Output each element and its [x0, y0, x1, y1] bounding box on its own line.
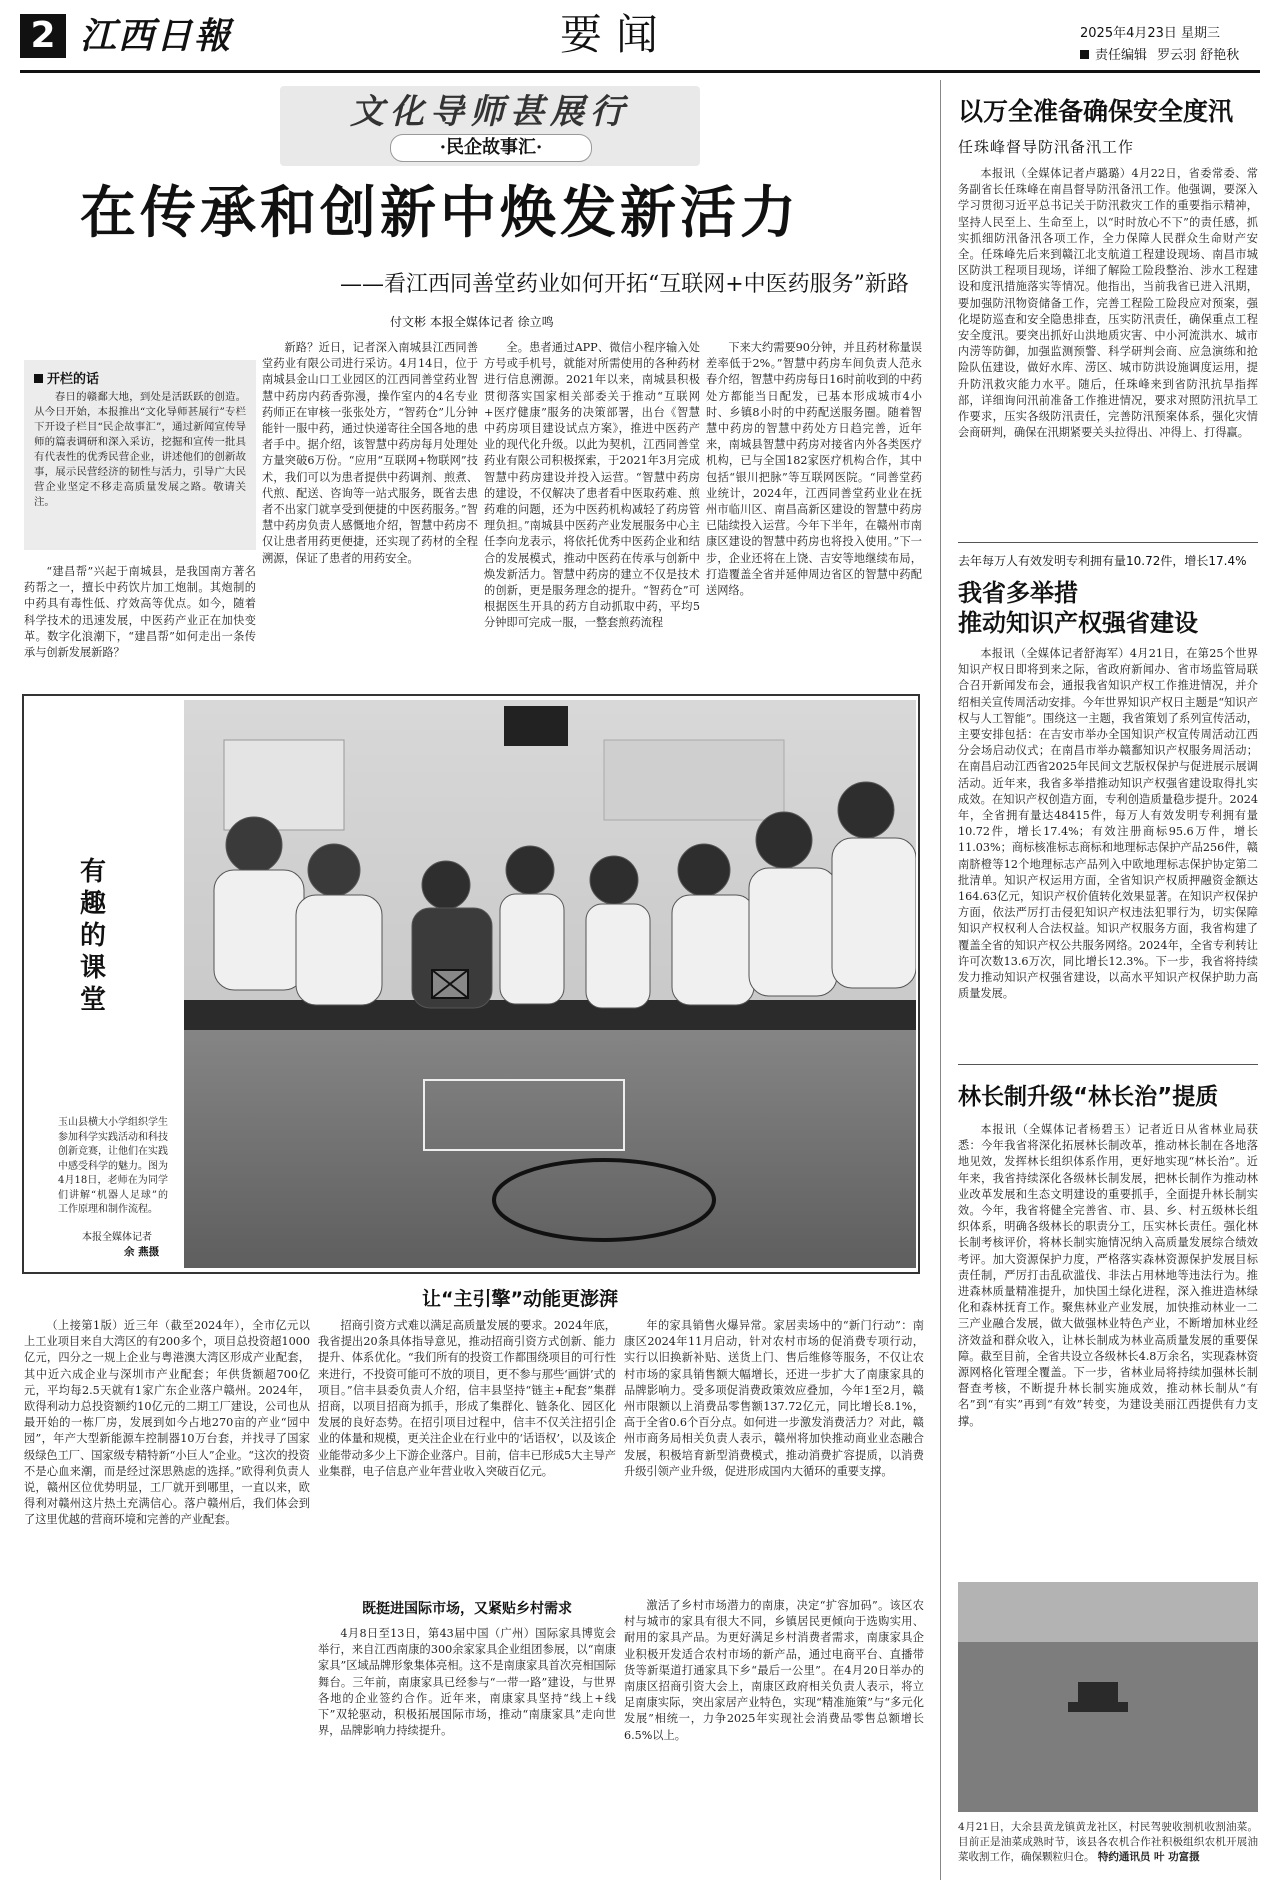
right-mid-body — [958, 646, 1258, 1056]
bottom-col-2b-text — [318, 1626, 616, 1878]
bottom-col-2b-para: 4月8日至13日，第43届中国（广州）国际家具博览会举行，来自江西南康的300余家家具企业组团参展，以“南康家具”区域品牌形象集体亮相。这不是南康家具首次亮相国际舞台。三年前，南康家具已经参与“一带一路”建设，与世界各地的企业签约合作。近年来，南康家具坚持“线上+线下”双轮驱动，积极拓展国际市场，推动“南康家具”走向世界，品牌影响力持续提升。 — [318, 1627, 616, 1738]
feature-photo-frame — [22, 694, 920, 1274]
column-intro-box — [24, 360, 256, 550]
issue-date: 2025年4月23日 星期三 — [1080, 26, 1221, 41]
field-border — [184, 1000, 916, 1030]
right-low-body — [958, 1122, 1258, 1570]
right-mid-headline-2: 推动知识产权强省建设 — [958, 609, 1198, 637]
right-rule-2 — [958, 1064, 1258, 1065]
harvest-caption-text: 4月21日，大余县黄龙镇黄龙社区，村民驾驶收割机收割油菜。目前正是油菜成熟时节，该县各农机合作社积极组织农机开展油菜收割工作，确保颗粒归仓。 — [958, 1821, 1258, 1863]
feature-photo-credit: 本报全媒体记者 — [82, 1232, 152, 1243]
harvest-photo-caption — [958, 1820, 1258, 1880]
lead-col-2-text — [262, 340, 478, 672]
right-mid-kicker: 去年每万人有效发明专利拥有量10.72件，增长17.4% — [958, 554, 1247, 568]
bottom-col-2-para: 招商引资方式难以满足高质量发展的要求。2024年底，我省提出20条具体指导意见，推动招商引资方式创新、能力提升、体系优化。“我们所有的投资工作都围绕项目的可行性来进行，不投资可能可不放的项目，更不参与那些‘画饼’式的项目。”信丰县委负责人介绍，信丰县坚持“链主+配套”集群招商，以项目招商为抓手，形成了集群化、链条化、园区化发展的良好态势。在招引项目过程中，信丰不仅关注招引企业的体量和规模，更关注企业在行业中的‘话语权’，以及该企业能带动多少上下游企业落户。目前，信丰已形成5大主导产业集群，电子信息产业年营业收入突破百亿元。 — [318, 1319, 616, 1478]
right-rule-1 — [958, 542, 1258, 543]
feature-photo-caption: 玉山县横大小学组织学生参加科学实践活动和科技创新竞赛，让他们在实践中感受科学的魅力。图为4月18日，老师在为同学们讲解“机器人足球”的工作原理和制作流程。 — [58, 1117, 168, 1215]
masthead — [0, 0, 1279, 78]
lead-col-4-text — [706, 340, 922, 672]
bottom-col-1-para: （上接第1版）近三年（截至2024年），全市亿元以上工业项目来自大湾区的有200多个，项目总投资超1000亿元，四分之一规上企业与粤港澳大湾区形成产业配套，其中近六成企业与深圳市产业配套；年供货额超700亿元，平均每2.5天就有1家广东企业落户赣州。2024年，欧得利动力总投资额约10亿元的二期工厂建设，公司也从最开始的一栋厂房，发展到如今占地270亩的产业“园中园”，年产大型新能源车控制器10万台套，并找寻了国家级绿色工厂、国家级专精特新“小巨人”企业。“这次的投资不是心血来潮，而是经过深思熟虑的选择。”欧得利负责人说，赣州区位优势明显，工厂就开到哪里，一直以来，欧得利对赣州这片热土充满信心。落户赣州后，我们体会到了这里优越的营商环境和完善的产业配套。 — [24, 1319, 310, 1527]
lead-col-3-text — [484, 340, 700, 672]
window-block — [224, 740, 344, 830]
right-top-subheadline: 任珠峰督导防汛备汛工作 — [958, 138, 1135, 156]
editor-mark-icon — [1080, 50, 1089, 59]
right-column-divider — [940, 80, 941, 1880]
lead-headline: 在传承和创新中焕发新活力 — [80, 181, 800, 246]
feature-photo-photographer: 余 燕摄 — [124, 1246, 160, 1258]
lead-col-1-para: “建昌帮”兴起于南城县，是我国南方著名药帮之一，擅长中药饮片加工炮制。其炮制的中药具有毒性低、疗效高等优点。如今，随着科学技术的迅速发展，中医药产业正在加快变革。数字化浪潮下，“建昌帮”如何走出一条传承与创新发展新路？ — [24, 565, 256, 660]
bottom-sub-headline: 既挺进国际市场，又紧贴乡村需求 — [362, 1601, 572, 1617]
bottom-headline: 让“主引擎”动能更澎湃 — [422, 1288, 618, 1310]
harvest-photo — [958, 1582, 1258, 1812]
harvest-credit-text: 特约通讯员 叶 功富摄 — [1097, 1851, 1200, 1863]
lead-col-3-para: 全。患者通过APP、微信小程序输入处方号或手机号，就能对所需使用的各种药材进行信息溯源。2021年以来，南城县积极贯彻落实国家相关部委关于推动“互联网+医疗健康”服务的决策部署，出台《智慧中药房项目建设试点方案》，推进中医药产业的现代化升级。以此为契机，江西同善堂药业有限公司积极探索，于2021年3月完成智慧中药房建设并投入运营。“智慧中药房的建设，不仅解决了患者看中医取药难、煎药难的问题，还为中医药机构减轻了药房管理负担。”南城县中医药产业发展服务中心主任李向龙表示，将依托优秀中医药企业和结合的发展模式，推动中医药在传承与创新中焕发新活力。智慧中药房的建立不仅是技术的创新，更是服务理念的提升。“智药仓”可根据医生开具的药方自动抓取中药，平均5分钟即可完成一服，一整套煎药流程 — [484, 341, 700, 630]
column-banner — [280, 86, 700, 166]
right-mid-para: 本报讯（全媒体记者舒海军）4月21日，在第25个世界知识产权日即将到来之际，省政府新闻办、省市场监管局联合召开新闻发布会，通报我省知识产权工作推进情况，并介绍相关宣传周活动安排。今年世界知识产权日主题是“知识产权与人工智能”。围绕这一主题，我省策划了系列宣传活动，主要安排包括：在吉安市举办全国知识产权宣传周活动江西分会场启动仪式；在南昌市举办赣鄱知识产权服务周活动；在南昌启动江西省2025年民间文艺版权保护与促进展示展调活动。近年来，我省多举措推动知识产权强省建设取得扎实成效。在知识产权创造方面，专利创造质量稳步提升。2024年，全省拥有量达48415件，每万人有效发明专利拥有量10.72件，增长17.4%；有效注册商标95.6万件，增长11.03%；商标核准标志商标和地理标志保护产品256件，赣南脐橙等12个地理标志产品列入中欧地理标志保护协定第二批清单。知识产权运用方面，全省知识产权质押融资金额达164.63亿元，知识产权价值转化效果显著。在知识产权保护方面，依法严厉打击侵犯知识产权违法犯罪行为，切实保障知识产权权利人合法权益。知识产权服务方面，我省构建了覆盖全省的知识产权公共服务网络。2024年，全省专利转让许可次数13.6万次，同比增长12.3%。下一步，我省将持续发力推动知识产权强省建设，以高水平知识产权保护助力高质量发展。 — [958, 647, 1258, 1001]
masthead-rule — [20, 70, 1260, 73]
bottom-col-3b-text — [624, 1598, 924, 1878]
bottom-col-3-text — [624, 1318, 924, 1588]
lead-col-1-text — [24, 564, 256, 672]
bottom-col-2-text — [318, 1318, 616, 1588]
bottom-col-3b-para: 激活了乡村市场潜力的南康，决定“扩容加码”。该区农村与城市的家具有很大不同，乡镇居民更倾向于选购实用、耐用的家具产品。为更好满足乡村消费者需求，南康家具企业积极开发适合农村市场的新产品，通过电商平台、直播带货等新渠道打通家具下乡“最后一公里”。在4月20日举办的南康区招商引资大会上，南康区政府相关负责人表示，将立足南康实际，突出家居产业特色，实现“精准施策”与“多元化发展”相统一，力争2025年实现社会消费品零售总额增长6.5%以上。 — [624, 1599, 924, 1742]
intro-mark-icon — [34, 374, 43, 383]
field-floor — [184, 1000, 916, 1268]
editors-names: 罗云羽 舒艳秋 — [1157, 48, 1240, 63]
right-mid-headline-1: 我省多举措 — [958, 579, 1078, 607]
robot-classroom-photo — [184, 700, 916, 1268]
right-top-para: 本报讯（全媒体记者卢璐璐）4月22日，省委常委、常务副省长任珠峰在南昌督导防汛备汛工作。他强调，要深入学习贯彻习近平总书记关于防汛救灾工作的重要指示精神，坚持人民至上、生命至上，以“时时放心不下”的责任感，抓实抓细防汛备汛各项工作，全力保障人民群众生命财产安全。任珠峰先后来到赣江北支航道工程建设现场、南昌市城区防洪工程项目现场，详细了解险工险段整治、涉水工程建设和度汛措施落实等情况。他指出，当前我省已进入汛期，要加强防汛物资储备工作，完善工程险工险段应对预案，强化堤防巡查和安全隐患排查，压实防汛责任，确保重点工程安全度汛。要突出抓好山洪地质灾害、中小河流洪水、城市内涝等防御，加强监测预警、科学研判会商、应急演练和抢险队伍建设，做好水库、涝区、城市防洪设施调度运用，提升防汛救灾能力水平。随后，任珠峰来到省防汛抗旱指挥部，详细询问汛前准备工作推进情况，要求对照防汛抗旱工作要求，压实各级防汛责任，完善防汛预案体系，强化灾情会商研判，确保在汛期紧要关头拉得出、冲得上、打得赢。 — [958, 167, 1258, 440]
editors-label: 责任编辑 — [1095, 48, 1148, 63]
banner-title: 文化导师甚展行 — [350, 92, 630, 132]
page-number: 2 — [20, 14, 66, 58]
lead-col-2-para: 新路？近日，记者深入南城县江西同善堂药业有限公司进行采访。4月14日，位于南城县金山口工业园区的江西同善堂药业智慧中药房内药香弥漫，操作室内的4名专业药师正在审核一张张处方，“智药仓”儿分钟能针一服中药，通过快递寄往全国各地的患者手中。据介绍，该智慧中药房每月处理处方量突破6万份。“应用“互联网+物联网”技术，我们可以为患者提供中药调剂、煎煮、代煎、配送、咨询等一站式服务，既省去患者不出家门就享受到便捷的中医药服务。”智慧中药房负责人感慨地介绍，智慧中药房不仅让患者用药更便捷，还实现了药材的全程溯源，保证了患者的用药安全。 — [262, 341, 478, 565]
feature-photo-title: 有趣的课堂 — [80, 857, 107, 1015]
column-intro-title — [34, 368, 99, 387]
right-low-para: 本报讯（全媒体记者杨碧玉）记者近日从省林业局获悉：今年我省将深化拓展林长制改革，推动林长制在各地落地见效，发挥林长组织体系作用，更好地实现“林长治”。近年来，我省持续深化各级林长制发展，把林长制作为推动林业改革发展和生态文明建设的重要抓手，全面提升林长制实效。今年，我省将健全完善省、市、县、乡、村五级林长组织体系，明确各级林长的职责分工，压实林长责任。强化林长制考核评价，将林长制实施情况纳入高质量发展综合绩效考评。加大资源保护力度，严格落实森林资源保护发展目标责任制，严厉打击乱砍滥伐、非法占用林地等违法行为。推进森林质量精准提升，加快国土绿化进程，深入推进造林绿化和森林抚育工作。聚焦林业产业发展，加快推动林业一二三产业融合发展，做大做强林业特色产业，不断增加林业经济效益和群众收入，让林长制成为林业高质量发展的重要保障。截至目前，全省共设立各级林长4.8万余名，实现森林资源网格化管理全覆盖。下一步，省林业局将持续加强林长制督查考核，不断提升林长制实施成效，推动林长制从“有名”到“有实”再到“有效”转变，为建设美丽江西提供有力支撑。 — [958, 1123, 1258, 1428]
robot-model — [432, 970, 468, 998]
right-low-headline: 林长制升级“林长治”提质 — [958, 1084, 1219, 1110]
tv-screen — [504, 706, 568, 746]
section-title: 要闻 — [560, 10, 673, 59]
lead-byline: 付文彬 本报全媒体记者 徐立鸣 — [390, 315, 554, 329]
editors-line — [1080, 44, 1239, 63]
banner-subtitle: ·民企故事汇· — [390, 134, 592, 162]
column-intro-text: 春日的赣鄱大地，到处是活跃跃的创造。从今日开始，本报推出“文化导师甚展行”专栏下开设子栏目“民企故事汇”，通过新闻宣传导师的篇表调研和深入采访，挖掘和宣传一批具有代表性的优秀民营企业，讲述他们的创新故事，展示民营经济的韧性与活力，引导广大民营企业坚定不移走高质量发展之路。敬请关注。 — [34, 391, 246, 508]
lead-subheadline: ——看江西同善堂药业如何开拓“互联网+中医药服务”新路 — [340, 272, 909, 297]
right-top-body — [958, 166, 1258, 534]
lead-col-4-para: 下来大约需要90分钟，并且药材称量误差率低于2%。”智慧中药房车间负责人范永春介绍，智慧中药房每日16时前收到的中药处方都能当日配发，已基本形成城市4小时、乡镇8小时的中药配送服务圈。随着智慧中药房的智慧中药处方日趋完善，近年来，南城县智慧中药房对接省内外各类医疗机构，已与全国182家医疗机构合作，其中包括“银川把脉”等互联网医院。“同善堂药业统计，2024年，江西同善堂药业业在抚州市临川区、南昌高新区建设的智慧中药房已陆续投入运营。今年下半年，在赣州市南康区建设的智慧中药房也将投入使用。”下一步，企业还将在上饶、吉安等地继续布局，打造覆盖全省并延伸周边省区的智慧中药配送网络。 — [706, 341, 922, 598]
bottom-col-1-text — [24, 1318, 310, 1878]
right-top-headline: 以万全准备确保安全度汛 — [958, 97, 1234, 126]
paper-name-logo: 江西日報 — [80, 15, 233, 57]
intro-title-text: 开栏的话 — [47, 372, 100, 387]
bottom-col-3-para: 年的家具销售火爆异常。家居卖场中的“新门行动”：南康区2024年11月启动，针对农村市场的促消费专项行动，实行以旧换新补贴、送货上门、售后维修等服务，不仅让农村市场的家具销售额大幅增长，还进一步扩大了南康家具的品牌影响力。受多项促消费政策效应叠加，今年1至2月，赣州市限额以上消费品零售额137.72亿元，同比增长8.1%，高于全省0.6个百分点。如何进一步激发消费活力？对此，赣州市商务局相关负责人表示，赣州将加快推动商业业态融合发展，积极培育新型消费模式，推动消费扩容提质，以消费升级引领产业升级，促进形成国内大循环的重要支撑。 — [624, 1319, 924, 1478]
